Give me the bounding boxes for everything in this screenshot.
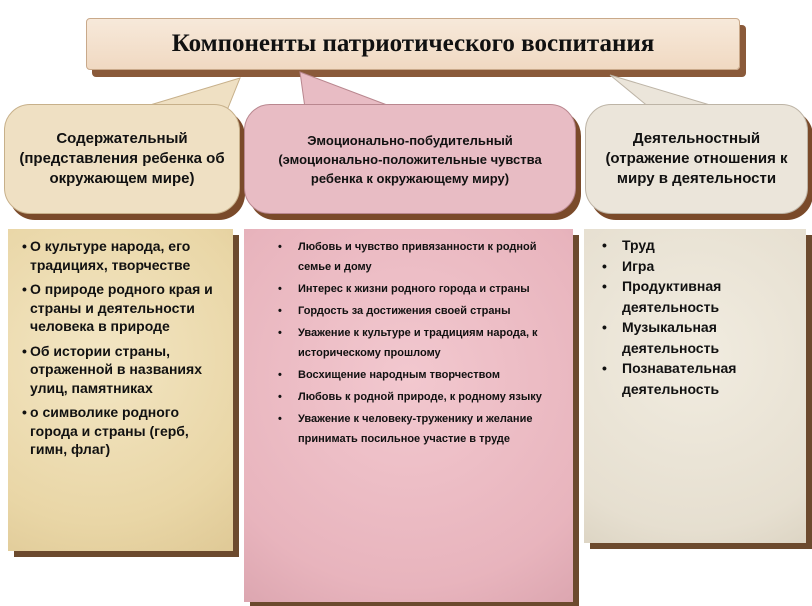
bullet-icon: • (602, 257, 607, 274)
list-item: • Уважение к человеку-труженику и желание принимать посильное участие в труде (276, 409, 569, 449)
column-header-content-text: Содержательный (представления ребенка об окружающем мире) (19, 130, 225, 187)
bullet-icon: • (602, 360, 607, 376)
bullet-icon: • (22, 281, 27, 297)
list-item: • Восхищение народным творчеством (276, 365, 569, 385)
list-item: • о символике родного города и страны (герб, гимн, флаг) (22, 404, 189, 457)
bullet-icon: • (602, 237, 607, 253)
list-item: • Гордость за достижения своей страны (276, 301, 569, 321)
bullet-icon: • (278, 283, 282, 295)
column-header-emotional (244, 104, 576, 214)
list-item: • Музыкальная деятельность (602, 319, 720, 356)
bullet-icon: • (22, 238, 27, 254)
bullet-icon: • (278, 391, 282, 403)
bullet-icon: • (278, 241, 282, 253)
bullet-icon: • (602, 319, 607, 335)
column-header-emotional-text: Эмоционально-побудительный (эмоционально-положительные чувства ребенка к окружающему миру) (278, 132, 542, 186)
list-item: • Об истории страны, отраженной в названиях улиц, памятниках (22, 342, 202, 396)
list-item: • О культуре народа, его традициях, творчестве (22, 238, 191, 273)
list-item: • Уважение к культуре и традициям народа, к историческому прошлому (276, 323, 569, 363)
bullet-icon: • (278, 369, 282, 381)
column-header-activity-text: Деятельностный (отражение отношения к миру в деятельности (605, 130, 788, 187)
bullet-icon: • (602, 278, 607, 294)
column-header-activity (585, 104, 808, 214)
content-list (8, 229, 233, 459)
bullet-icon: • (22, 342, 27, 359)
list-item: • Продуктивная деятельность (602, 278, 722, 315)
column-panel-emotional (244, 229, 573, 602)
column-header-content (4, 104, 240, 214)
column-panel-activity (584, 229, 806, 543)
pointer-middle-shape (300, 72, 395, 108)
list-item: • Любовь и чувство привязанности к родной семье и дому (276, 237, 569, 277)
emotional-list (244, 229, 573, 449)
bullet-icon: • (278, 305, 282, 317)
list-item: • Любовь к родной природе, к родному языку (276, 387, 569, 407)
list-item: • О природе родного края и страны и деятельности человека в природе (22, 281, 213, 334)
column-panel-content (8, 229, 233, 551)
list-item: • Интерес к жизни родного города и страны (276, 279, 569, 299)
list-item: • Труд (602, 235, 800, 256)
bullet-icon: • (22, 404, 27, 420)
list-item: • Игра (602, 256, 800, 277)
bullet-icon: • (278, 413, 282, 425)
activity-list (584, 229, 806, 399)
list-item: • Познавательная деятельность (602, 360, 737, 397)
diagram-title: Компоненты патриотического воспитания (171, 30, 655, 57)
bullet-icon: • (278, 327, 282, 339)
